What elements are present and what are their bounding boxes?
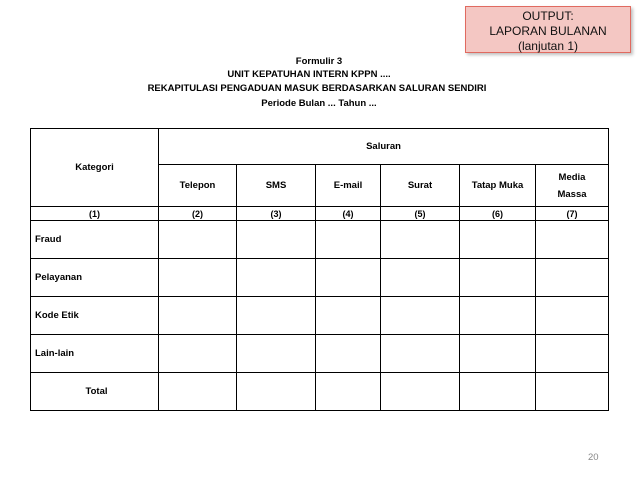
table-cell [159,335,237,373]
table-cell [536,335,609,373]
table-cell [316,259,381,297]
channel-header-email: E-mail [316,165,381,207]
column-number: (4) [316,207,381,221]
channel-header-surat: Surat [381,165,460,207]
output-label-line2: LAPORAN BULANAN [489,24,607,38]
row-label-lain-lain: Lain-lain [31,335,159,373]
table-cell [536,259,609,297]
output-label-box [465,6,631,53]
channel-header-tatap-muka: Tatap Muka [460,165,536,207]
table-cell [460,259,536,297]
page-number: 20 [588,452,599,463]
table-cell [536,373,609,411]
row-label-kode-etik: Kode Etik [31,297,159,335]
table-cell [316,373,381,411]
row-label-pelayanan: Pelayanan [31,259,159,297]
media-massa-line2: Massa [557,188,587,200]
table-cell [316,221,381,259]
table-row [31,259,609,297]
table-cell [460,221,536,259]
row-label-fraud: Fraud [31,221,159,259]
table-cell [237,221,316,259]
table-cell [381,297,460,335]
channel-header-telepon: Telepon [159,165,237,207]
table-cell [536,297,609,335]
output-label-line3: (lanjutan 1) [517,39,579,53]
table-row [31,335,609,373]
table-cell [237,297,316,335]
column-number: (7) [536,207,609,221]
table-cell [460,335,536,373]
table-cell [159,221,237,259]
channel-header-media-massa [536,165,609,207]
output-label-line1: OUTPUT: [522,9,574,23]
media-massa-line1: Media [558,171,586,183]
table-cell [237,259,316,297]
table-cell [381,259,460,297]
table-cell [381,335,460,373]
column-number: (3) [237,207,316,221]
table-cell [316,297,381,335]
column-number: (2) [159,207,237,221]
column-number: (5) [381,207,460,221]
report-period: Periode Bulan ... Tahun ... [261,98,377,109]
channel-header-sms: SMS [237,165,316,207]
table-cell [159,297,237,335]
table-cell [460,297,536,335]
form-number: Formulir 3 [295,56,343,67]
table-cell [381,221,460,259]
table-cell [381,373,460,411]
unit-title: UNIT KEPATUHAN INTERN KPPN .... [227,69,391,80]
table-row [31,297,609,335]
table-cell [159,259,237,297]
table-cell [237,373,316,411]
recap-table [30,128,609,411]
table-cell [316,335,381,373]
table-cell [536,221,609,259]
table-row [31,221,609,259]
row-label-total: Total [31,373,159,411]
saluran-header: Saluran [159,129,609,165]
total-row [31,373,609,411]
column-number: (6) [460,207,536,221]
column-number: (1) [31,207,159,221]
table-cell [237,335,316,373]
column-number-row [31,207,609,221]
table-cell [159,373,237,411]
table-cell [460,373,536,411]
report-title: REKAPITULASI PENGADUAN MASUK BERDASARKAN SALURAN SENDIRI [147,83,487,94]
kategori-header: Kategori [31,129,159,207]
